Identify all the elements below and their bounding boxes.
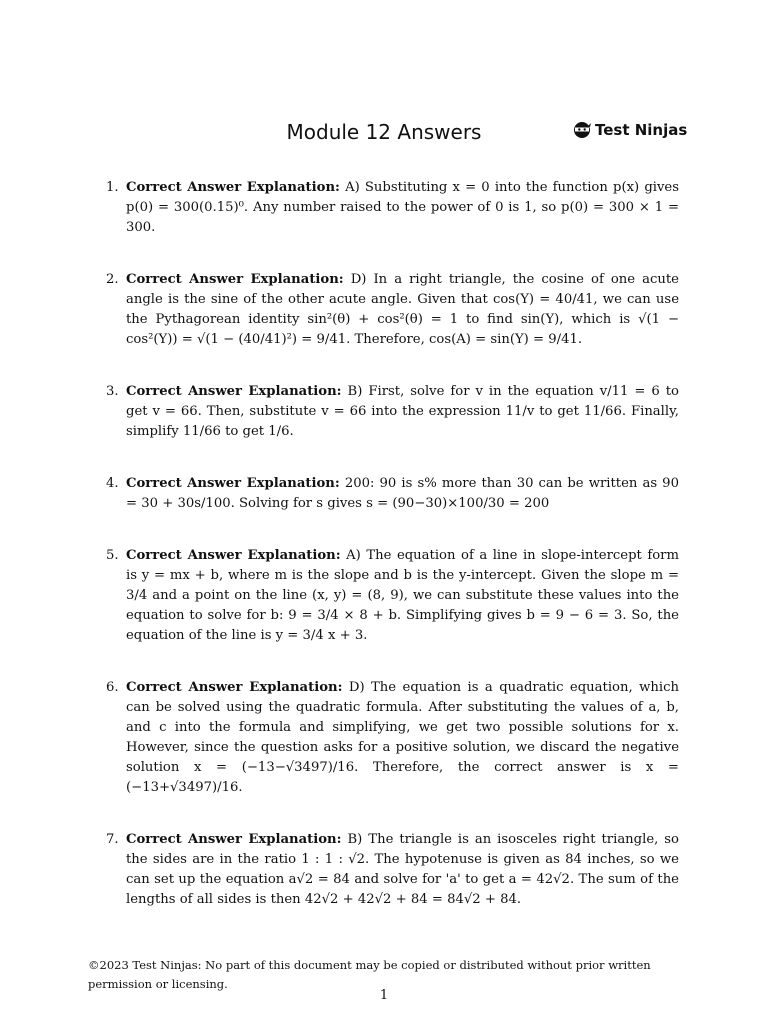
page-title: Module 12 Answers — [286, 120, 482, 144]
answer-number: 1. — [106, 180, 119, 195]
answer-text: D) In a right triangle, the cosine of one acute angle is the sine of the other acute angle. Given that cos(Y) = 40/41, we can use the Pythagorean identity sin²(θ) + cos²(θ) = 1 to find sin(Y), which is √(1 − cos²(Y)) = √(1 − (40/41)²) = 9/41. Therefore, cos(A) = sin(Y) = 9/41. — [126, 272, 679, 347]
page-number: 1 — [379, 988, 389, 1003]
answer-item — [96, 830, 679, 910]
answer-item — [96, 678, 679, 798]
answer-item — [96, 382, 679, 442]
answer-text: B) The triangle is an isosceles right triangle, so the sides are in the ratio 1 : 1 : √2. The hypotenuse is given as 84 inches, so we can set up the equation a√2 = 84 and solve for 'a' to get a = 42√2. The sum of the lengths of all sides is then 42√2 + 42√2 + 84 = 84√2 + 84. — [126, 832, 679, 907]
brand-name: Test Ninjas — [595, 121, 688, 139]
answer-text: A) The equation of a line in slope-intercept form is y = mx + b, where m is the slope and b is the y-intercept. Given the slope m = 3/4 and a point on the line (x, y) = (8, 9), we can substitute these values into the equation to solve for b: 9 = 3/4 × 8 + b. Simplifying gives b = 9 − 6 = 3. So, the equation of the line is y = 3/4 x + 3. — [126, 548, 679, 643]
answer-item — [96, 178, 679, 238]
answer-number: 6. — [106, 680, 119, 695]
answer-lead: Correct Answer Explanation: — [126, 832, 342, 847]
answer-lead: Correct Answer Explanation: — [126, 680, 343, 695]
answer-number: 4. — [106, 476, 119, 491]
answer-item — [96, 474, 679, 514]
answer-text: B) First, solve for v in the equation v/11 = 6 to get v = 66. Then, substitute v = 66 into the expression 11/v to get 11/66. Finally, simplify 11/66 to get 1/6. — [126, 384, 679, 439]
answer-lead: Correct Answer Explanation: — [126, 476, 340, 491]
ninja-logo-icon — [573, 121, 591, 139]
answer-item — [96, 270, 679, 350]
answer-text: A) Substituting x = 0 into the function p(x) gives p(0) = 300(0.15)⁰. Any number raised to the power of 0 is 1, so p(0) = 300 × 1 = 300. — [126, 180, 680, 235]
brand-logo — [573, 121, 687, 139]
answer-list — [96, 178, 679, 942]
answer-lead: Correct Answer Explanation: — [126, 180, 340, 195]
answer-text: 200: 90 is s% more than 30 can be written as 90 = 30 + 30s/100. Solving for s gives s = (90−30)×100/30 = 200 — [126, 476, 679, 511]
answer-text: D) The equation is a quadratic equation, which can be solved using the quadratic formula. After substituting the values of a, b, and c into the formula and simplifying, we get two possible solutions for x. However, since the question asks for a positive solution, we discard the negative solution x = (−13−√3497)/16. Therefore, the correct answer is x = (−13+√3497)/16. — [126, 680, 679, 795]
answer-lead: Correct Answer Explanation: — [126, 548, 341, 563]
answer-number: 7. — [106, 832, 119, 847]
answer-number: 3. — [106, 384, 119, 399]
answer-number: 5. — [106, 548, 119, 563]
answer-item — [96, 546, 679, 646]
copyright-notice: ©2023 Test Ninjas: No part of this document may be copied or distributed without prior written permission or licensing. — [88, 958, 651, 991]
answer-lead: Correct Answer Explanation: — [126, 272, 344, 287]
answer-lead: Correct Answer Explanation: — [126, 384, 342, 399]
answer-number: 2. — [106, 272, 119, 287]
